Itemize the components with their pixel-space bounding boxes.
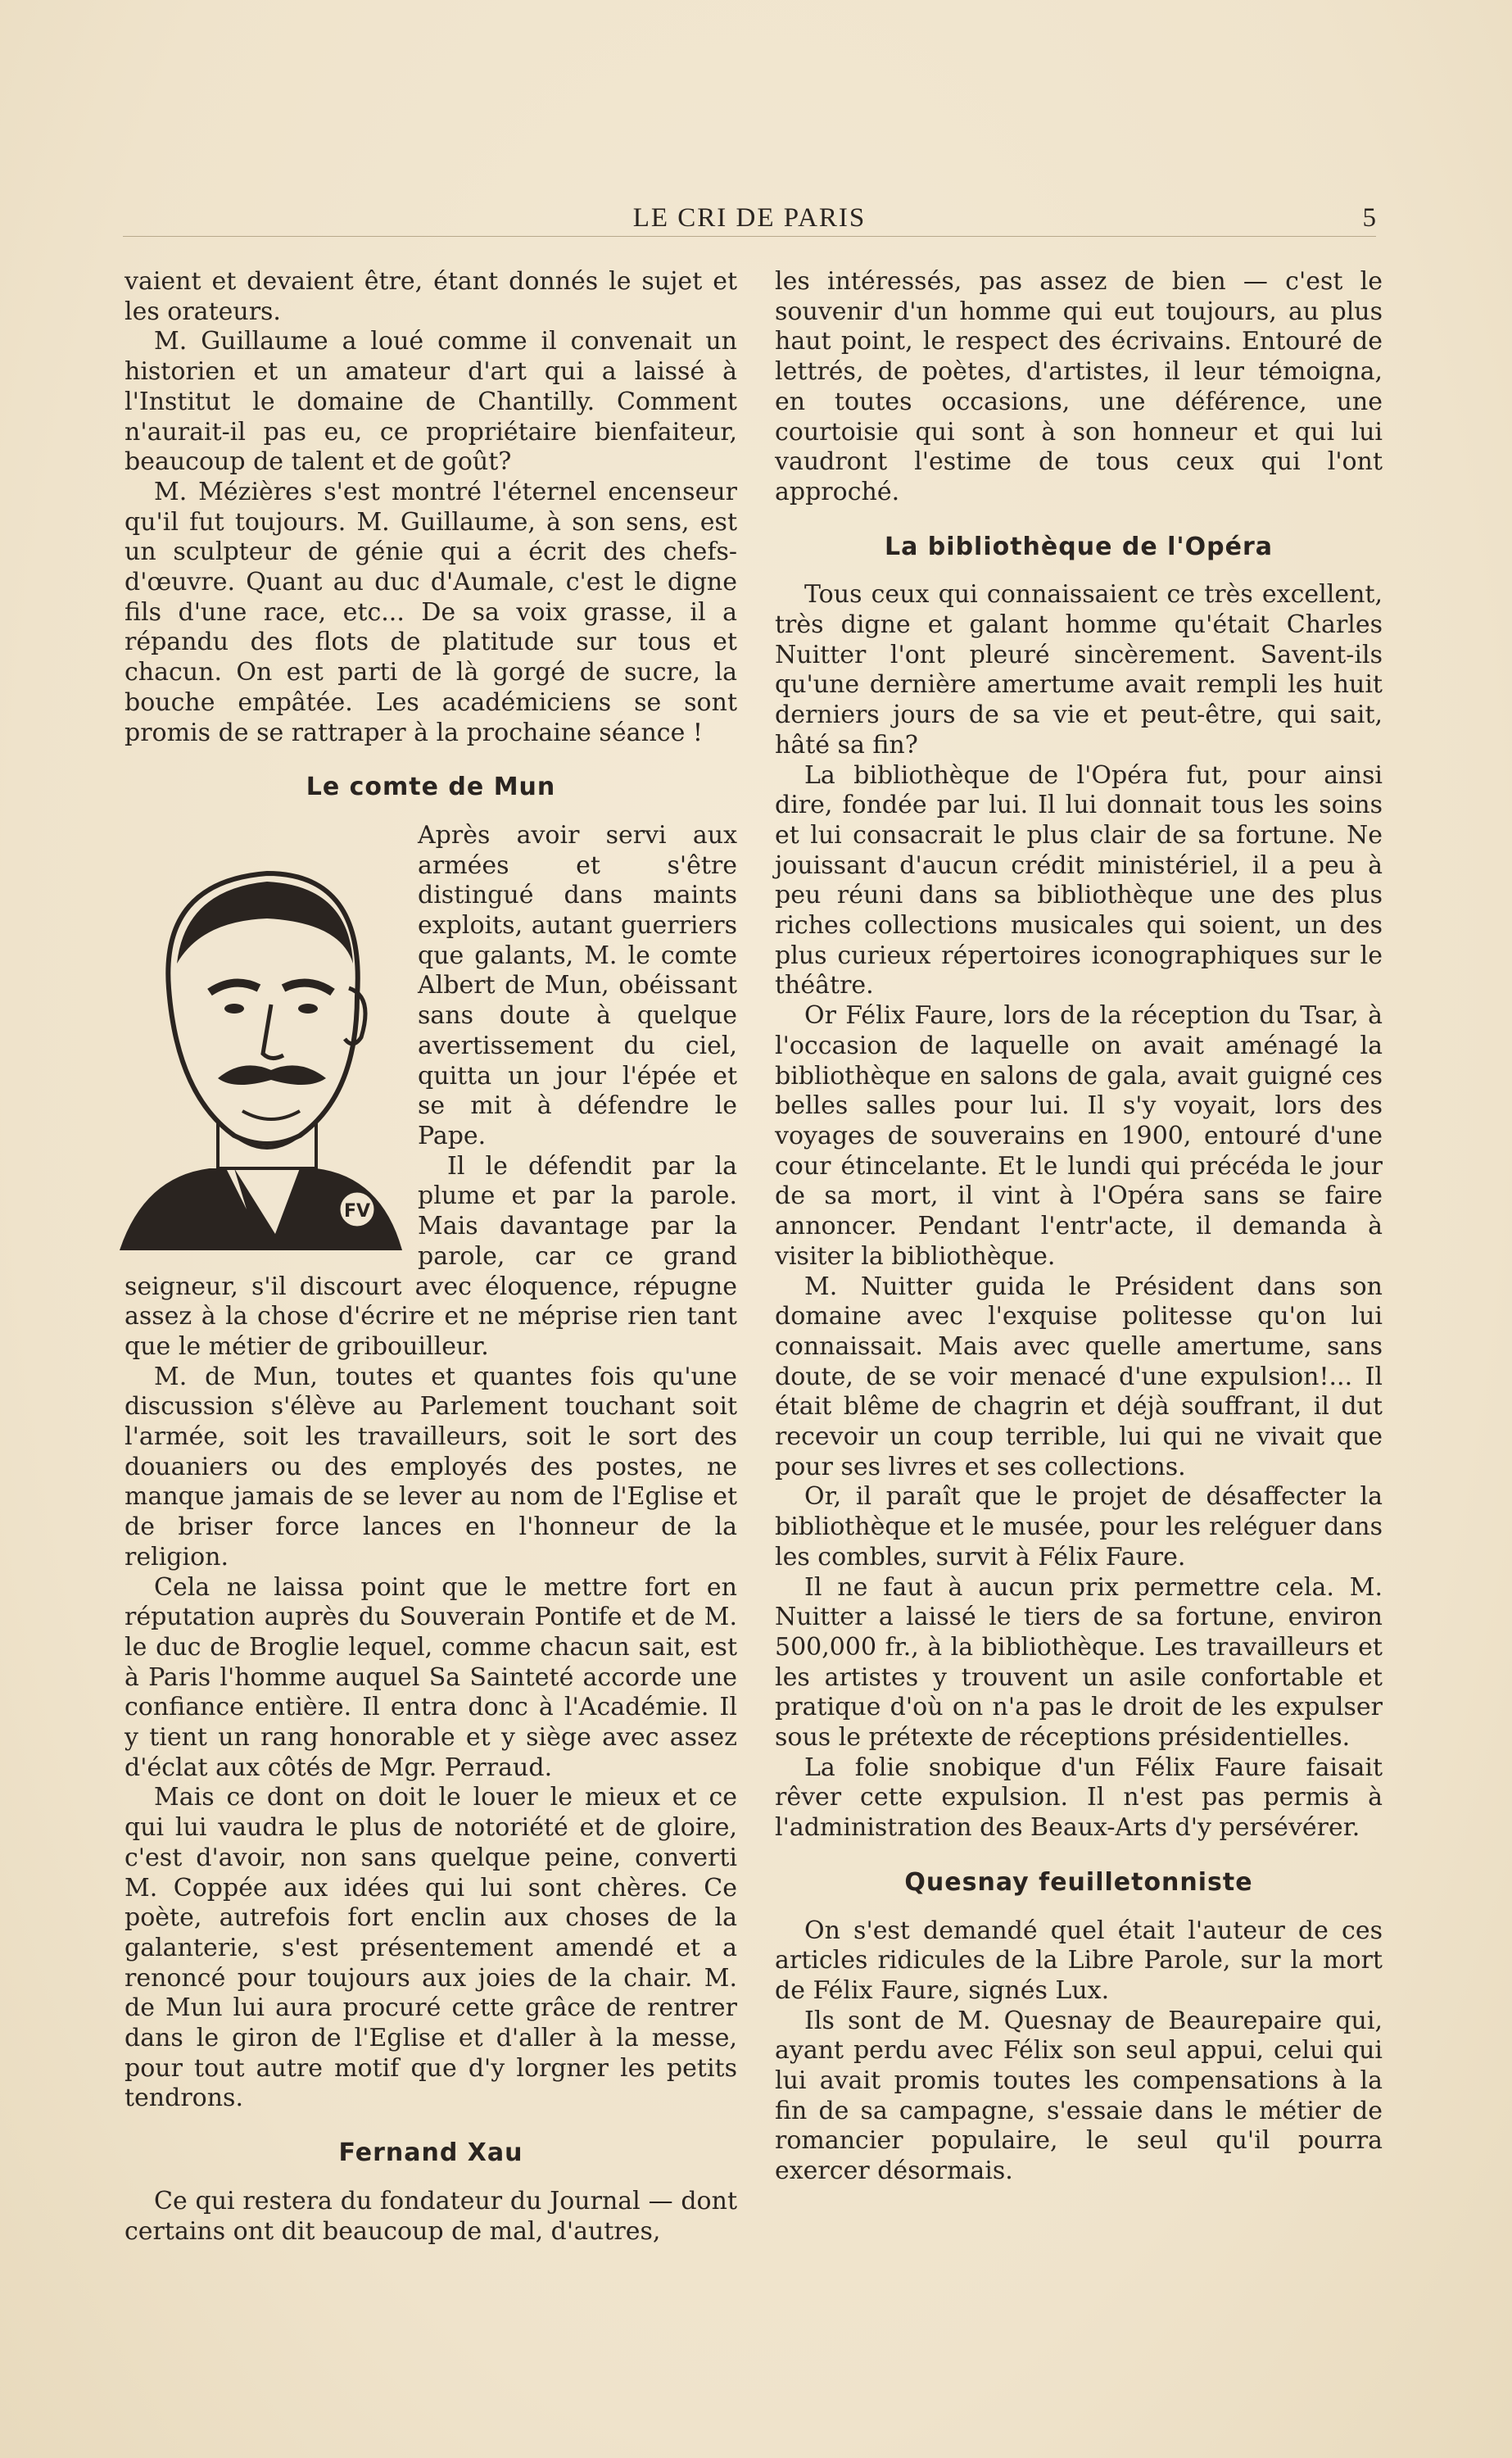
portrait-monogram: FV [343,1200,371,1222]
article-paragraph: M. Mézières s'est montré l'éternel encenseur qu'il fut toujours. M. Guillaume, à son sens, est un sculpteur de génie qui a écrit des chefs-d'œuvre. Quant au duc d'Aumale, c'est le digne fils d'une race, etc... De sa voix grasse, il a répandu des flots de platitude sur tous et chacun. On est parti de là gorgé de sucre, la bouche empâtée. Les académiciens se sont promis de se rattraper à la prochaine séance ! [124,477,737,747]
portrait-illustration [111,824,406,1258]
article-paragraph: les intéressés, pas assez de bien — c'est le souvenir d'un homme qui eut toujours, au plus haut point, le respect des écrivains. Entouré de lettrés, de poètes, d'artistes, il leur témoigna, en toutes occasions, une déférence, une courtoisie qui sont à son honneur et qui lui vaudront l'estime de tous ceux qui l'ont approché. [775,267,1383,506]
portrait-drawing [111,824,406,1258]
page-number: 5 [1362,203,1376,233]
article-paragraph: Après avoir servi aux armées et s'être distingué dans maints exploits, autant guerriers que galants, M. le comte Albert de Mun, obéissant sans doute à quelque avertissement du ciel, quitta un jour l'épée et se mit à défendre le Pape. [418,820,737,1150]
article-paragraph: Tous ceux qui connaissaient ce très excellent, très digne et galant homme qu'était Charles Nuitter l'ont pleuré sincèrement. Savent-ils qu'une dernière amertume avait rempli les huit derniers jours de sa vie et peut-être, qui sait, hâté sa fin? [775,580,1383,760]
section-title-mun: Le comte de Mun [306,773,556,802]
page-header [123,203,1376,237]
article-paragraph: Il le défendit par la plume et par la parole. Mais davantage par la parole, car ce grand seigneur, s'il discourt avec éloquence, répugne assez à la chose d'écrire et ne méprise rien tant que le métier de gribouilleur. [124,1151,737,1361]
right-column [775,267,1383,2187]
article-paragraph: On s'est demandé quel était l'auteur de ces articles ridicules de la Libre Parole, sur la mort de Félix Faure, signés Lux. [775,1916,1383,2005]
article-paragraph: M. Guillaume a loué comme il convenait un historien et un amateur d'art qui a laissé à l'Institut le domaine de Chantilly. Comment n'aurait-il pas eu, ce propriétaire bienfaiteur, beaucoup de talent et de goût? [124,327,737,477]
article-paragraph: Or, il paraît que le projet de désaffecter la bibliothèque et le musée, pour les reléguer dans les combles, survit à Félix Faure. [775,1482,1383,1571]
article-paragraph: M. de Mun, toutes et quantes fois qu'une discussion s'élève au Parlement touchant soit l'armée, soit les travailleurs, soit le sort des douaniers ou des employés des postes, ne manque jamais de se lever au nom de l'Eglise et de briser force lances en l'honneur de la religion. [124,1362,737,1571]
article-paragraph: Or Félix Faure, lors de la réception du Tsar, à l'occasion de laquelle on avait aménagé la bibliothèque en salons de gala, avait guigné ces belles salles pour lui. Il s'y voyait, lors des voyages de souverains en 1900, entouré d'une cour étincelante. Et le lundi qui précéda le jour de sa mort, il vint à l'Opéra sans se faire annoncer. Pendant l'entr'acte, il demanda à visiter la bibliothèque. [775,1001,1383,1271]
section-title-quesnay: Quesnay feuilletonniste [904,1867,1253,1897]
left-column [124,267,737,2247]
article-paragraph: Il ne faut à aucun prix permettre cela. M. Nuitter a laissé le tiers de sa fortune, environ 500,000 fr., à la bibliothèque. Les travailleurs et les artistes y trouvent un asile confortable et pratique d'où on n'a pas le droit de les expulser sous le prétexte de réceptions présidentielles. [775,1572,1383,1753]
article-paragraph: Mais ce dont on doit le louer le mieux et ce qui lui vaudra le plus de notoriété et de gloire, c'est d'avoir, non sans quelque peine, converti M. Coppée aux idées qui lui sont chères. Ce poète, autrefois fort enclin aux choses de la galanterie, s'est présentement amendé et a renoncé pour toujours aux joies de la chair. M. de Mun lui aura procuré cette grâce de rentrer dans le giron de l'Eglise et d'aller à la messe, pour tout autre motif que d'y lorgner les petits tendrons. [124,1783,737,2113]
section-title-opera: La bibliothèque de l'Opéra [885,532,1273,561]
journal-title: LE CRI DE PARIS [632,203,867,233]
article-paragraph: La bibliothèque de l'Opéra fut, pour ainsi dire, fondée par lui. Il lui donnait tous les soins et lui consacrait le plus clair de sa fortune. Ne jouissant d'aucun crédit ministériel, il a peu à peu réuni dans sa bibliothèque une des plus riches collections musicales qui soient, un des plus curieux répertoires iconographiques sur le théâtre. [775,760,1383,1000]
article-paragraph: Cela ne laissa point que le mettre fort en réputation auprès du Souverain Pontife et de M. le duc de Broglie lequel, comme chacun sait, est à Paris l'homme auquel Sa Sainteté accorde une confiance entière. Il entra donc à l'Académie. Il y tient un rang honorable et y siège avec assez d'éclat aux côtés de Mgr. Perraud. [124,1572,737,1782]
section-title-xau: Fernand Xau [338,2138,523,2168]
article-paragraph: vaient et devaient être, étant donnés le sujet et les orateurs. [124,267,737,326]
article-paragraph: Ils sont de M. Quesnay de Beaurepaire qui, ayant perdu avec Félix son seul appui, celui qui lui avait promis toutes les compensations à la fin de sa campagne, s'essaie dans le métier de romancier populaire, le seul qu'il pourra exercer désormais. [775,2006,1383,2186]
article-paragraph: La folie snobique d'un Félix Faure faisait rêver cette expulsion. Il n'est pas permis à l'administration des Beaux-Arts d'y persévérer. [775,1753,1383,1843]
article-paragraph: M. Nuitter guida le Président dans son domaine avec l'exquise politesse qu'on lui connaissait. Mais avec quelle amertume, sans doute, de se voir menacé d'une expulsion!... Il était blême de chagrin et déjà souffrant, il dut recevoir un coup terrible, lui qui ne vivait que pour ses livres et ses collections. [775,1272,1383,1481]
article-paragraph: Ce qui restera du fondateur du Journal — dont certains ont dit beaucoup de mal, d'autres, [124,2186,737,2246]
